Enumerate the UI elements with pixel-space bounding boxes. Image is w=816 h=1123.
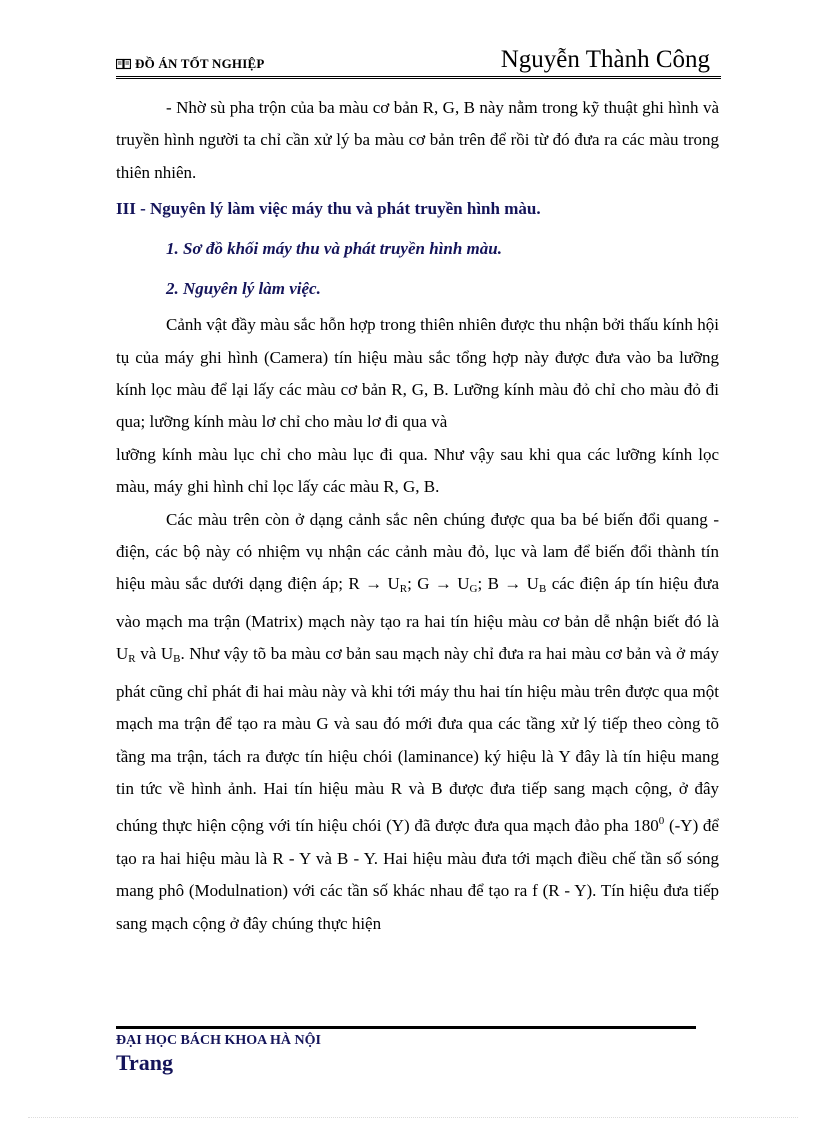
section-heading: III - Nguyên lý làm việc máy thu và phát truyền hình màu. (116, 199, 541, 219)
paragraph-2a: Cảnh vật đầy màu sắc hỗn hợp trong thiên nhiên được thu nhận bởi thấu kính hội tụ của máy ghi hình (Camera) tín hiệu màu sắc tổng hợp này được đưa vào ba lưỡng kính lọc màu để lại lấy các màu cơ bản R, G, B. Lưỡng kính màu đỏ chỉ cho màu đỏ đi qua; lưỡng kính màu lơ chỉ cho màu lơ đi qua và (116, 315, 719, 432)
text-run: Các màu trên còn ở dạng cảnh sắc nên chúng được qua ba bé biến đổi quang - điện, các bộ này có nhiệm vụ nhận các cảnh màu đỏ, lục và lam để biến đổi thành tín hiệu màu sắc dưới dạng điện áp; R → U (116, 509, 719, 594)
header-left (116, 56, 265, 72)
footer-rule (116, 1026, 696, 1029)
subscript: B (173, 653, 181, 666)
text-run: ; G → U (407, 574, 470, 594)
subsection-heading-1: 1. Sơ đồ khối máy thu và phát truyền hình màu. (166, 239, 502, 259)
footer-university: ĐẠI HỌC BÁCH KHOA HÀ NỘI (116, 1033, 321, 1048)
page-header (116, 44, 716, 78)
text-run: ; B → U (477, 574, 539, 594)
text-run: . Như vậy tõ ba màu cơ bản sau mạch này chỉ đưa ra hai màu cơ bản và ở máy phát cũng chỉ phát đi hai màu này và khi tới máy thu hai tín hiệu màu trên được qua một mạch ma trận để tạo ra màu G và sau đó mới đưa qua các tầng xử lý tiếp theo còng tõ tầng ma trận, tách ra được tín hiệu chói (laminance) ký hiệu là Y đây là tín hiệu mang tin tức về hình ảnh. Hai tín hiệu màu R và B được đưa tiếp sang mạch cộng, ở đây chúng thực hiện cộng với tín hiệu chói (Y) đã được đưa qua mạch đảo pha 180 (116, 644, 719, 836)
text-run: và U (135, 644, 174, 664)
footer-page-label: Trang (116, 1050, 174, 1075)
superscript: 0 (658, 815, 665, 828)
subsection-heading-2: 2. Nguyên lý làm việc. (166, 279, 321, 299)
subscript: R (128, 653, 136, 666)
subscript: G (469, 583, 478, 596)
subscript: R (399, 583, 408, 596)
header-rule (116, 76, 721, 81)
page-bottom-divider (28, 1117, 798, 1118)
book-icon (116, 58, 131, 70)
paragraph-1: - Nhờ sù pha trộn của ba màu cơ bản R, G, B này nằm trong kỹ thuật ghi hình và truyền hình người ta chỉ cần xử lý ba màu cơ bản trên để rồi từ đó đưa ra các màu trong thiên nhiên. (116, 98, 719, 182)
text-run: các điện áp tín hiệu đưa vào mạch ma trận (Matrix) mạch này tạo ra hai tín hiệu màu cơ bản dễ nhận biết đó là U (116, 574, 720, 664)
document-body (116, 92, 719, 940)
text-run: (-Y) để tạo ra hai hiệu màu là R - Y và B - Y. Hai hiệu màu đưa tới mạch điều chế tần số sóng mang phô (Modulnation) với các tần số khác nhau để tạo ra f (R - Y). Tín hiệu đưa tiếp sang mạch cộng ở đây chúng thực hiện (116, 816, 719, 933)
paragraph-2b: lưỡng kính màu lục chỉ cho màu lục đi qua. Như vậy sau khi qua các lưỡng kính lọc màu, máy ghi hình chỉ lọc lấy các màu R, G, B. (116, 444, 719, 497)
header-author: Nguyễn Thành Công (500, 46, 710, 73)
header-title: ĐỒ ÁN TỐT NGHIỆP (135, 56, 265, 71)
paragraph-3 (116, 504, 719, 940)
subscript: B (538, 583, 547, 596)
